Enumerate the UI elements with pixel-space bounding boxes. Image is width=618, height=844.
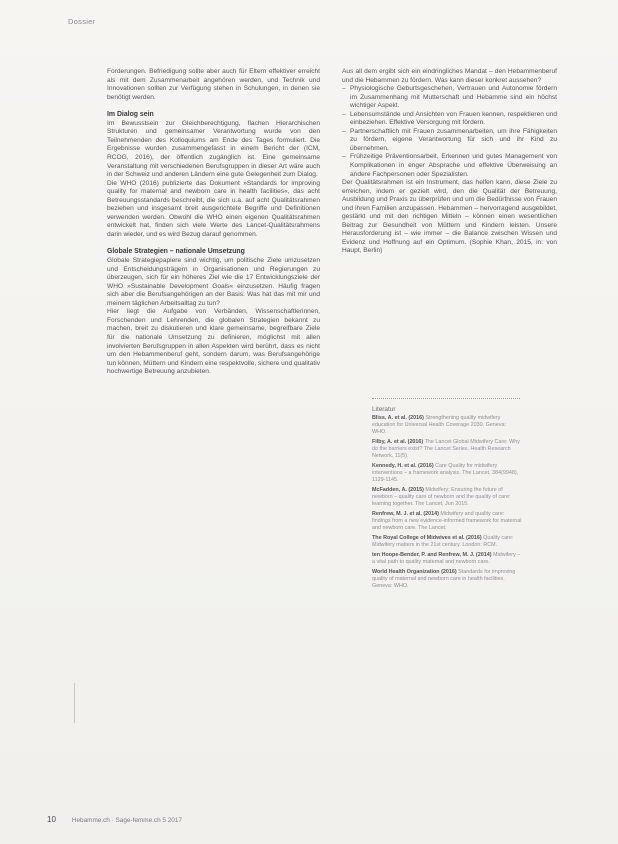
reference-item [372,569,522,590]
reference-text: Midwifery and quality care: findings from a new evidence-informed framework for maternal and newborn care. The Lancet. [372,511,522,531]
reference-author: Bliss, A. et al. (2016) [372,415,424,421]
literature-divider [372,398,520,399]
closing-paragraph: Der Qualitätsrahmen ist ein Instrument, das helfen kann, diese Ziele zu erreichen, indem er gezielt wird, den die Qualität der Betreuung, Ausbildung und Praxis zu überprüfen und um die Bedürfnisse von Frauen und ihren Familien anzupassen. Hebammen – hervorragend ausgebildet, gestärkt und mit den richtigen Mitteln – können einen wesentlichen Beitrag zur Gesundheit von Müttern und Kindern leisten. Unsere Herausforderung ist – wie immer – die Balance zwischen Wissen und Evidenz und Hoffnung auf ein Optimum. (Sophie Khan, 2015, in: von Haupt, Berlin) [342,179,557,255]
reference-text: Care Quality for midwifery interventions – a framework analysis. The Lancet, 384(9948), 1129-1145. [372,463,519,483]
reference-text: Midwifery: Ensuring the future of newborn – quality care of newborn and the quality of care: learning together. The Lancet, Jun 2015. [372,487,511,507]
reference-author: The Royal College of Midwives et al. (2016) [372,535,482,541]
reference-text: Standards for improving quality of maternal and newborn care in health facilities. Geneva: WHO. [372,569,516,589]
reference-author: Renfrew, M. J. et al. (2014) [372,511,439,517]
reference-text: The Lancet Global Midwifery Care: Why do the barriers exist? The Lancet Series. Health Research Network, 11(5). [372,439,520,459]
reference-author: World Health Organization (2016) [372,569,457,575]
right-intro-paragraph: Aus all dem ergibt sich ein eindringliches Mandat – den Hebammenberuf und die Hebammen zu fördern. Was kann dieser konkret aussehen? [342,68,557,84]
reference-item [372,463,522,484]
reference-item [372,511,522,532]
reference-item [372,535,522,549]
reference-author: Filby, A. et al. (2016) [372,439,424,445]
section-heading: Im Dialog sein [107,111,154,119]
list-item: – Physiologische Geburtsgeschehen, Vertrauen und Autonomie fördern im Zusammenhang mit Mutterschaft und Hebamme sind ein höchst wichtiger Aspekt. [342,85,557,111]
page-footer [47,815,182,824]
list-item: – Partnerschaftlich mit Frauen zusammenarbeiten, um ihre Fähigkeiten zu fördern, eigene Verantwortung für sich und ihr Kind zu übernehmen. [342,128,557,154]
reference-text: Strengthening quality midwifery education for Universal Health Coverage 2030. Geneva: WHO. [372,415,506,435]
left-intro-paragraph: Forderungen. Befriedigung sollte aber auch für Eltern effektiver erreicht als mit dem Zusammenarbeit angehören werden, und Technik und Innovationen sollten zur Verfügung stehen in Schulungen, in denen sie benötigt werden. [107,68,320,101]
reference-text: Midwifery – a vital path to quality maternal and newborn care. [372,552,521,565]
reference-item [372,487,522,508]
list-item: – Frühzeitige Präventionsarbeit, Erkennen und gutes Management von Komplikationen in enger Absprache und effektive Überweisung an andere Fachpersonen oder Spezialisten. [342,153,557,179]
reference-item [372,439,522,460]
section-heading: Globale Strategien – nationale Umsetzung [107,248,245,256]
reference-author: Kennedy, H. et al. (2016) [372,463,434,469]
running-head: Dossier [68,17,96,26]
bullet-list [342,85,557,179]
page-number: 10 [47,815,56,824]
literature-heading: Literatur [372,406,396,413]
section-body: Im Bewusstsein zur Gleichberechtigung, flachen Hierarchischen Strukturen und gemeinsamer Verantwortung wurde von den Teilnehmenden des Kolloquiums am Ende des Tages formuliert. Die Ergebnisse wurden zusammengefasst in einem Bericht der (ICM, RCOG, 2016), der öffentlich zugänglich ist. Eine gemeinsame Veranstaltung mit verschiedenen Berufsgruppen in dieser Art wäre auch in der Schweiz und anderen Ländern eine gute Gelegenheit zum Dialog. Die WHO (2016) publizierte das Dokument »Standards for improving quality for maternal and newborn care in health facilities«, das acht Betreuungsstandards beschreibt, die sich u.a. auf acht Qualitätsrahmen beziehen und insgesamt breit ausgerichtete Begriffe und Definitionen verwenden werden. Obwohl die WHO einen eigenen Qualitätsrahmen entwickelt hat, finden sich viele Werte des Lancet-Qualitätsrahmens darin wieder, und es wird Bezug darauf genommen. [107,119,320,238]
reference-item [372,552,522,566]
journal-name: Hebamme.ch · Sage-femme.ch 5 2017 [71,817,182,824]
reference-author: ten Hoope-Bender, P. and Renfrew, M. J. (2014) [372,552,492,558]
reference-author: McFadden, A. (2015) [372,487,424,493]
reference-item [372,415,522,436]
literature-box [372,406,522,593]
margin-mark [74,683,75,723]
section-body: Globale Strategiepapiere sind wichtig, um politische Ziele umzusetzen und Entscheidungsträgern in Organisationen und Regierungen zu überzeugen, sich für ein höheres Ziel wie die 17 Entwicklungsziele der WHO »Sustainable Development Goals« einzusetzen. Häufig fragen sich aber die Berufsangehörigen an der Basis: Was hat das mit mir und meinem täglichen Arbeitsalltag zu tun? Hier liegt die Aufgabe von Verbänden, Wissenschaftlerinnen, Forschenden und Lehrenden, die globalen Strategien bekannt zu machen, breit zu diskutieren und klare gemeinsame, begreifbare Ziele für die nationale Umsetzung zu definieren, möglichst mit allen involvierten Berufsgruppen in allen Aspekten wird berührt, dass es nicht um den Hebammenberuf geht, sondern darum, was Berufsangehörige tun können, Müttern und Kindern eine respektvolle, sichere und qualitativ hochwertige Betreuung anzubieten. [107,257,320,376]
left-column [107,68,320,377]
reference-text: Quality care: Midwifery matters in the 21st century. London: RCM. [372,535,514,548]
list-item: – Lebensumstände und Ansichten von Frauen kennen, respektieren und einbeziehen. Effektive Versorgung mit fördern. [342,111,557,128]
right-column [342,68,557,256]
